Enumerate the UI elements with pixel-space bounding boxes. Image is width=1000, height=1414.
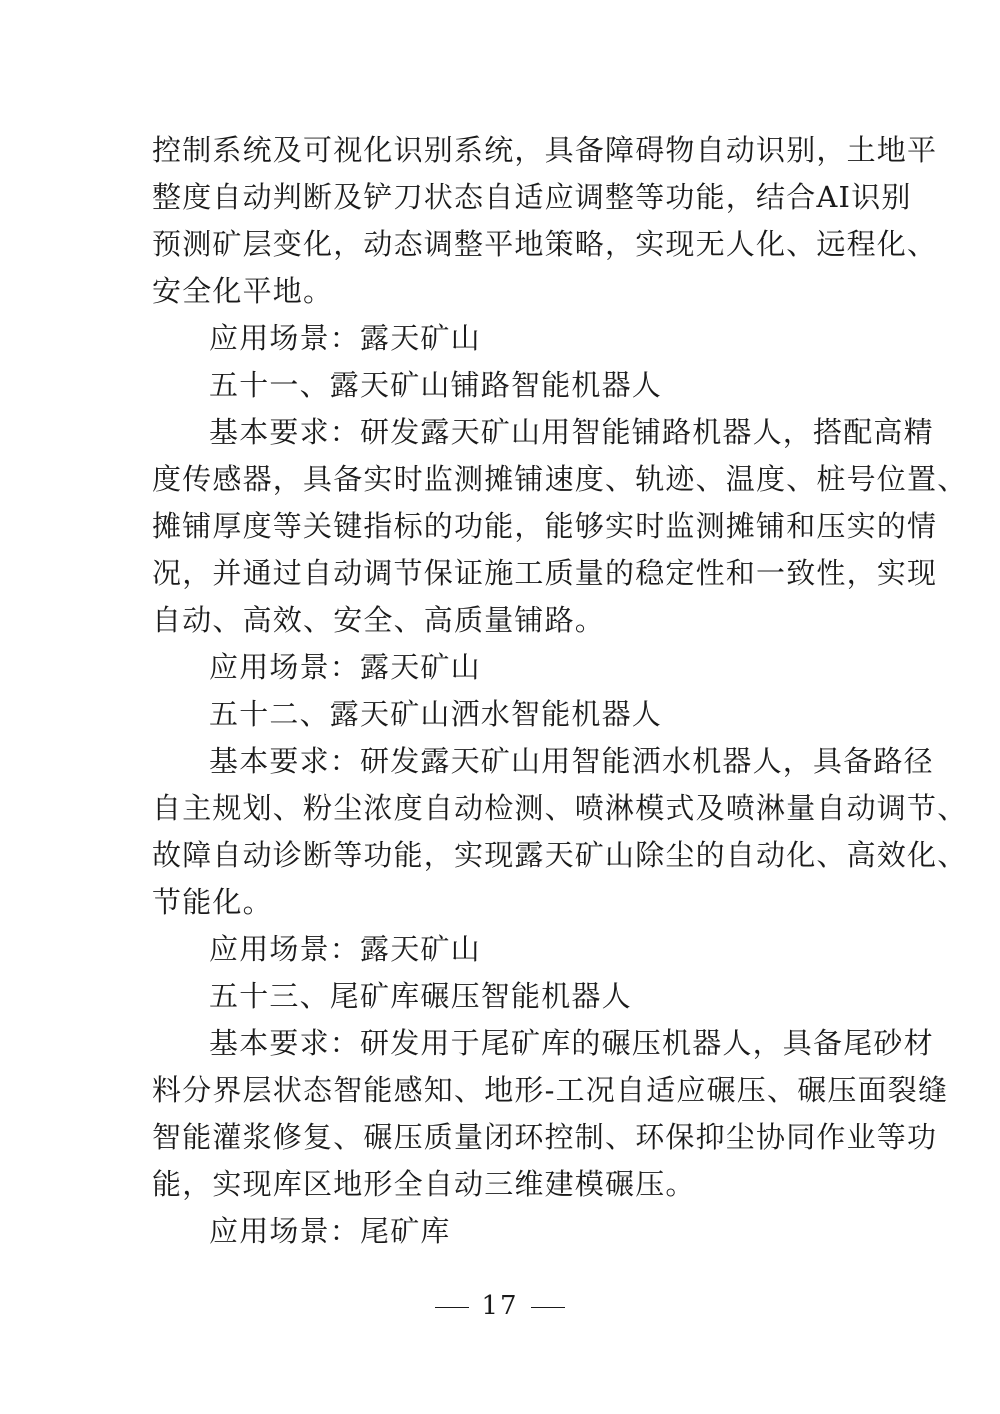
application-scenario: 应用场景：露天矿山 bbox=[209, 650, 481, 684]
application-scenario: 应用场景：露天矿山 bbox=[209, 321, 481, 355]
footer-dash-right bbox=[531, 1307, 565, 1308]
paragraph-line: 节能化。 bbox=[152, 885, 273, 919]
paragraph-line: 自动、高效、安全、高质量铺路。 bbox=[152, 603, 606, 637]
page-footer bbox=[0, 1288, 1000, 1324]
page-number: 17 bbox=[481, 1291, 519, 1321]
paragraph-line: 基本要求：研发露天矿山用智能铺路机器人，搭配高精 bbox=[209, 415, 934, 449]
application-scenario: 应用场景：尾矿库 bbox=[209, 1214, 451, 1248]
paragraph-line: 况，并通过自动调节保证施工质量的稳定性和一致性，实现 bbox=[152, 556, 938, 590]
paragraph-line: 自主规划、粉尘浓度自动检测、喷淋模式及喷淋量自动调节、 bbox=[152, 791, 968, 825]
paragraph-line: 整度自动判断及铲刀状态自适应调整等功能，结合AI识别 bbox=[152, 180, 912, 214]
paragraph-line: 控制系统及可视化识别系统，具备障碍物自动识别，土地平 bbox=[152, 133, 938, 167]
footer-dash-left bbox=[435, 1307, 469, 1308]
paragraph-line: 智能灌浆修复、碾压质量闭环控制、环保抑尘协同作业等功 bbox=[152, 1120, 938, 1154]
section-heading: 五十一、露天矿山铺路智能机器人 bbox=[209, 368, 663, 402]
section-heading: 五十三、尾矿库碾压智能机器人 bbox=[209, 979, 632, 1013]
paragraph-line: 摊铺厚度等关键指标的功能，能够实时监测摊铺和压实的情 bbox=[152, 509, 938, 543]
paragraph-line: 能，实现库区地形全自动三维建模碾压。 bbox=[152, 1167, 696, 1201]
paragraph-line: 预测矿层变化，动态调整平地策略，实现无人化、远程化、 bbox=[152, 227, 938, 261]
paragraph-line: 度传感器，具备实时监测摊铺速度、轨迹、温度、桩号位置、 bbox=[152, 462, 968, 496]
paragraph-line: 基本要求：研发用于尾矿库的碾压机器人，具备尾砂材 bbox=[209, 1026, 934, 1060]
paragraph-line: 基本要求：研发露天矿山用智能洒水机器人，具备路径 bbox=[209, 744, 934, 778]
application-scenario: 应用场景：露天矿山 bbox=[209, 932, 481, 966]
paragraph-line: 故障自动诊断等功能，实现露天矿山除尘的自动化、高效化、 bbox=[152, 838, 968, 872]
section-heading: 五十二、露天矿山洒水智能机器人 bbox=[209, 697, 663, 731]
paragraph-line: 料分界层状态智能感知、地形-工况自适应碾压、碾压面裂缝 bbox=[152, 1073, 949, 1107]
paragraph-line: 安全化平地。 bbox=[152, 274, 334, 308]
